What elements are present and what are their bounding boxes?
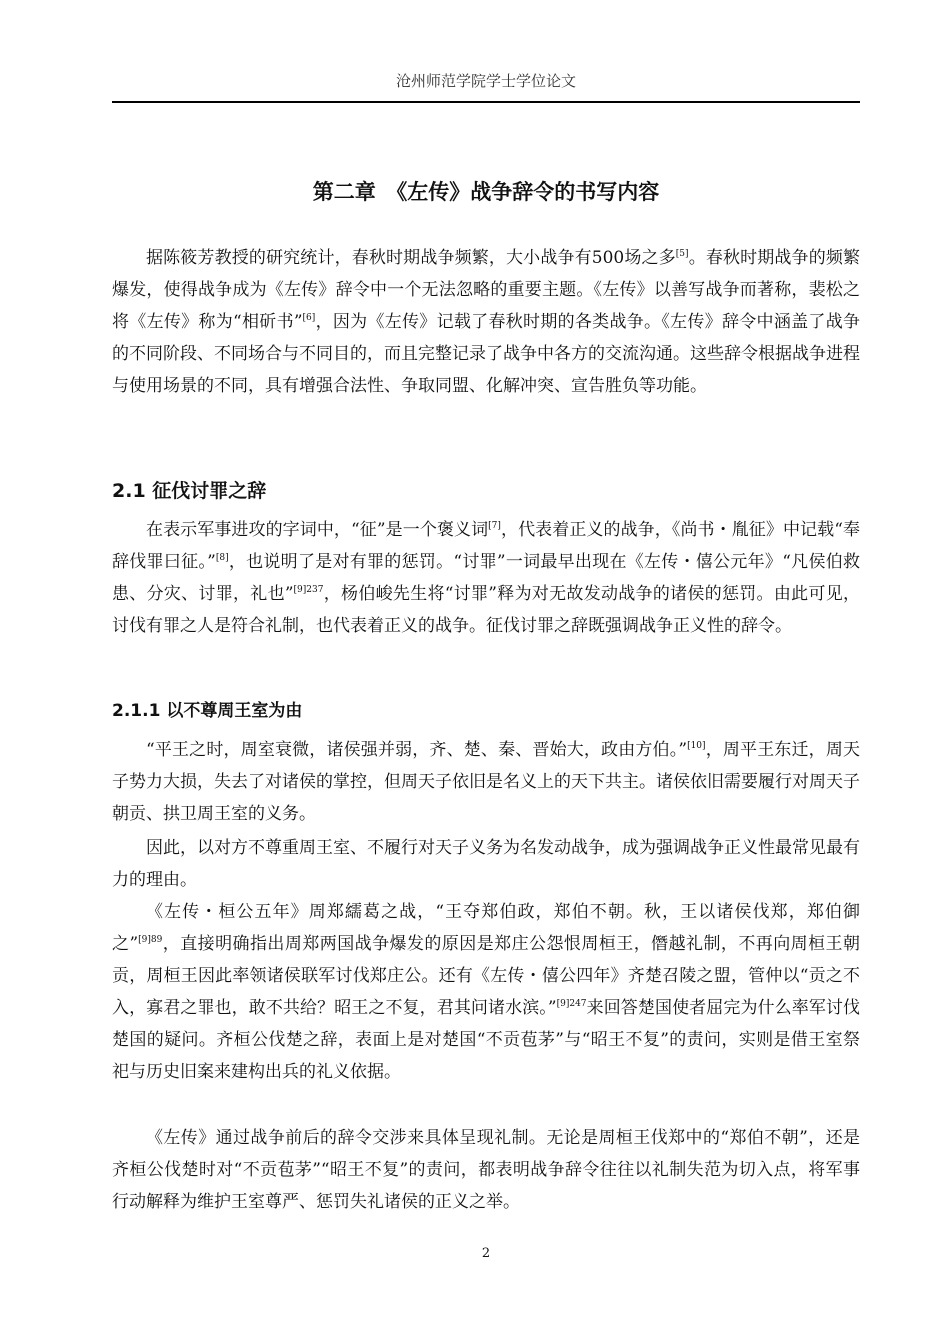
- citation: [9]89: [138, 935, 163, 945]
- section-heading-2-1-1: 2.1.1 以不尊周王室为由: [112, 701, 303, 721]
- chapter-title: 第二章 《左传》战争辞令的书写内容: [312, 180, 660, 204]
- paragraph: “平王之时，周室衰微，诸侯强并弱，齐、楚、秦、晋始大，政由方伯。”[10]，周平王东迁，周天子势力大损，失去了对诸侯的掌控，但周天子依旧是名义上的天下共主。诸侯依旧需要履行对周天子朝贡、拱卫周王室的义务。: [112, 740, 861, 824]
- citation: [7]: [488, 521, 501, 531]
- paragraph: 《左传》通过战争前后的辞令交涉来具体呈现礼制。无论是周桓王伐郑中的“郑伯不朝”，还是齐桓公伐楚时对“不贡苞茅”“昭王不复”的责问，都表明战争辞令往往以礼制失范为切入点，将军事行动解释为维护王室尊严、惩罚失礼诸侯的正义之举。: [112, 1128, 860, 1212]
- paragraph: 《左传・桓公五年》周郑繻葛之战，“王夺郑伯政，郑伯不朝。秋，王以诸侯伐郑，郑伯御之”$^{[9]89}$，直接明确指出周郑两国战争爆发的原因是郑庄公怨恨周桓王，僭越礼制，不再向周桓王朝贡，周桓王因此率领诸侯联军讨伐郑庄公。还有《左传・僖公四年》齐楚召陵之盟，管仲以“贡之不入，寡君之罪也，敢不共给？昭王之不复，君其问诸水滨。”$^{[9]247}$来回答楚国使者屈完为什么率军讨伐楚国的疑问。齐桓公伐楚之辞，表面上是对楚国“不贡苞茅”与“昭王不复”的责问，实则是借王室祭祀与历史旧案来建构出兵的礼义依据。: [112, 902, 861, 1082]
- section-2-1-paragraph: 在表示军事进攻的字词中，“征”是一个褒义词[7]，代表着正义的战争，《尚书・胤征》中记载“奉辞伐罪曰征。”[8]，也说明了是对有罪的惩罚。“讨罪”一词最早出现在《左传・僖公元年》“凡侯伯救患、分灾、讨罪，礼也”$^{[9]237}$，杨伯峻先生将“讨罪”释为对无故发动战争的诸侯的惩罚。由此可见，讨伐有罪之人是符合礼制，也代表着正义的战争。征伐讨罪之辞既强调战争正义性的辞令。: [112, 520, 860, 636]
- header-rule: [112, 101, 860, 103]
- page-header: 沧州师范学院学士学位论文: [395, 72, 576, 90]
- citation: [10]: [687, 741, 706, 751]
- citation: [8]: [215, 553, 229, 563]
- section-heading-2-1: 2.1 征伐讨罪之辞: [112, 480, 267, 502]
- page-number: 2: [481, 1246, 491, 1261]
- paragraph: 因此，以对方不尊重周王室、不履行对天子义务为名发动战争，成为强调战争正义性最常见最有力的理由。: [112, 838, 860, 890]
- citation: [9]237: [293, 585, 324, 595]
- citation: [5]: [675, 249, 689, 259]
- citation: [6]: [302, 313, 316, 323]
- intro-paragraph: 据陈筱芳教授的研究统计，春秋时期战争频繁，大小战争有500场之多[5]。春秋时期战争的频繁爆发，使得战争成为《左传》辞令中一个无法忽略的重要主题。《左传》以善写战争而著称，裴松之将《左传》称为“相斫书”[6]，因为《左传》记载了春秋时期的各类战争。《左传》辞令中涵盖了战争的不同阶段、不同场合与不同目的，而且完整记录了战争中各方的交流沟通。这些辞令根据战争进程与使用场景的不同，具有增强合法性、争取同盟、化解冲突、宣告胜负等功能。: [112, 248, 860, 396]
- citation: [9]247: [556, 999, 587, 1009]
